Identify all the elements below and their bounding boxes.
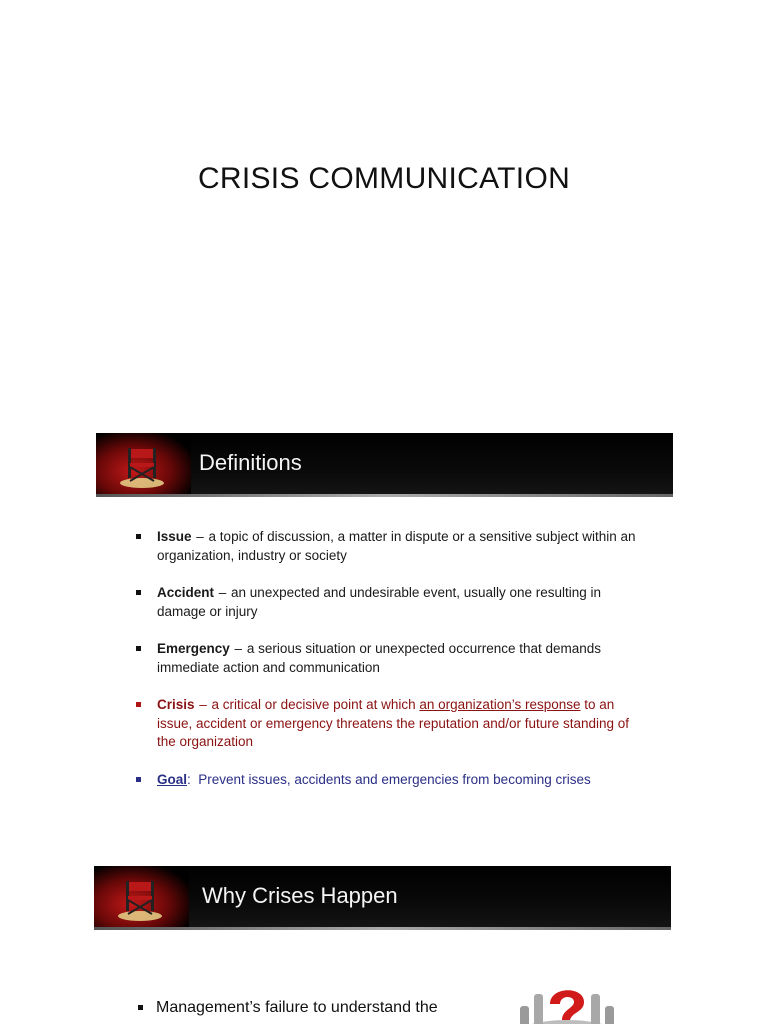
term-label: Crisis [157,697,195,712]
term-definition: Prevent issues, accidents and emergencies from becoming crises [198,771,591,787]
term-definition: an unexpected and undesirable event, usually one resulting in damage or injury [157,585,602,619]
definitions-list [136,528,636,808]
slide-why-crises-happen [94,866,671,1016]
list-item-goal [136,771,636,790]
slide-definitions [96,433,673,787]
list-item-issue [136,528,636,565]
slide-title: Definitions [199,450,302,475]
term-separator: – [192,529,208,544]
list-item-accident [136,584,636,621]
term-label: Accident [157,585,215,600]
square-bullet-icon [136,702,141,707]
term-label: Emergency [157,641,230,656]
square-bullet-icon [136,590,141,595]
term-separator: – [230,641,246,656]
list-item [138,997,478,1019]
square-bullet-icon [136,777,141,782]
reasons-list [138,997,478,1019]
square-bullet-icon [136,646,141,651]
list-item-text: Management’s failure to understand the [156,999,438,1016]
square-bullet-icon [136,534,141,539]
slide-title: Why Crises Happen [202,883,398,908]
term-separator: : [187,771,199,787]
square-bullet-icon [138,1005,143,1010]
term-separator: – [215,585,231,600]
director-chair-icon [118,443,166,489]
list-item-crisis [136,696,636,752]
term-definition-end: to an issue, accident or emergency threatens the reputation and/or future standing of the organization [157,697,630,749]
term-label: Issue [157,529,192,544]
list-item-emergency [136,640,636,677]
document-title: CRISIS COMMUNICATION [197,162,571,195]
term-definition-start: a critical or decisive point at which [211,697,420,712]
term-label: Goal [157,771,188,787]
director-chair-icon [116,876,164,922]
term-definition: a topic of discussion, a matter in dispute or a sensitive subject within an organization, industry or society [157,529,636,563]
slide-banner [96,433,673,497]
slide-banner [94,866,671,930]
term-separator: – [195,697,211,712]
term-definition: a serious situation or unexpected occurrence that demands immediate action and communication [157,641,602,675]
term-definition-underlined: an organization’s response [419,697,581,712]
question-mark-icon [512,976,622,1024]
